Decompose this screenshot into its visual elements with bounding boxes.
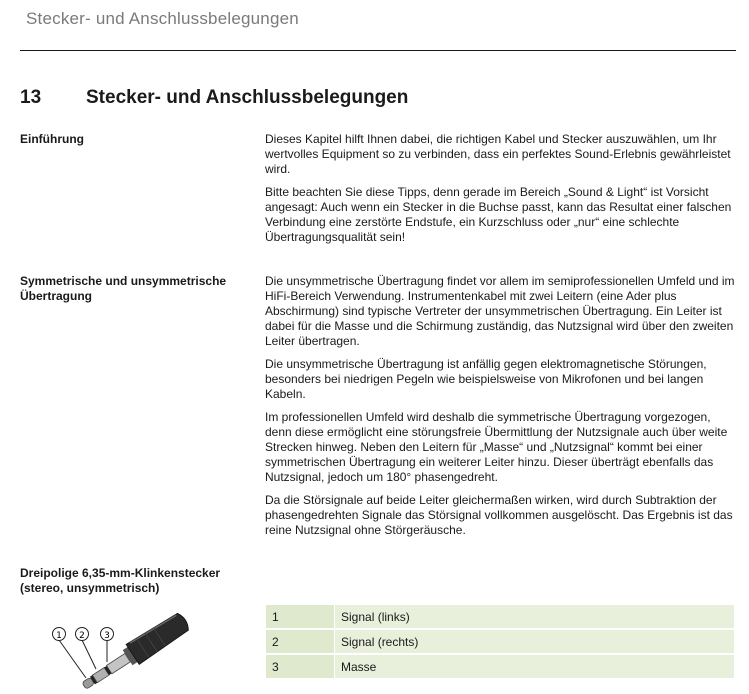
table-row (266, 654, 735, 679)
section-body-intro (265, 132, 737, 253)
plug-body (77, 610, 192, 694)
pin-assignment-table (265, 604, 735, 679)
section-label-intro: Einführung (20, 132, 84, 146)
table-row (266, 605, 735, 630)
paragraph: Da die Störsignale auf beide Leiter gleichermaßen wirken, wird durch Subtraktion der phasengedrehten Signale das Störsignal vollkommen ausgelöscht. Das Ergebnis ist das reine Nutzsignal ohne Störgeräusche. (265, 493, 733, 537)
pin-number: 2 (266, 629, 335, 654)
jack-plug-illustration (44, 600, 204, 694)
pin-number: 3 (266, 654, 335, 679)
paragraph: Dieses Kapitel hilft Ihnen dabei, die richtigen Kabel und Stecker auszuwählen, um Ihr wertvolles Equipment so zu verbinden, dass ein perfektes Sound-Erlebnis gewährleistet wird. (265, 132, 731, 176)
paragraph: Die unsymmetrische Übertragung ist anfällig gegen elektromagnetische Störungen, besonders bei niedrigen Pegeln wie beispielsweise von Mikrofonen und bei langen Kabeln. (265, 357, 707, 401)
callout-line (59, 640, 86, 678)
paragraph: Bitte beachten Sie diese Tipps, denn gerade im Bereich „Sound & Light“ ist Vorsicht angesagt: Auch wenn ein Stecker in die Buchse passt, kann das Resultat einer falschen Verbindung eine zerstörte Endstufe, ein Kurzschluss oder „nur“ eine schlechte Übertragungsqualität sein! (265, 185, 732, 244)
chapter-number: 13 (20, 87, 42, 108)
callout-number: 1 (56, 631, 62, 641)
callout-number: 3 (104, 631, 110, 641)
pin-signal: Signal (rechts) (335, 629, 735, 654)
header-divider (20, 50, 736, 51)
paragraph: Im professionellen Umfeld wird deshalb die symmetrische Übertragung vorgezogen, denn diese ermöglicht eine störungsfreie Übermittlung der Nutzsignale auch über weite Strecken hinweg. Neben den Leitern für „Masse“ und „Nutzsignal“ kommt bei einer symmetrischen Übertragung ein weiterer Leiter hinzu. Dieser überträgt ebenfalls das Nutzsignal, jedoch um 180° phasengedreht. (265, 410, 728, 484)
table-row (266, 629, 735, 654)
callout-line (82, 640, 96, 669)
pin-signal: Masse (335, 654, 735, 679)
pin-number: 1 (266, 605, 335, 630)
chapter-title: Stecker- und Anschlussbelegungen (86, 87, 409, 108)
callout-number: 2 (79, 631, 85, 641)
paragraph: Die unsymmetrische Übertragung findet vor allem im semiprofessionellen Umfeld und im HiFi-Bereich Verwendung. Instrumentenkabel mit zwei Leitern (eine Ader plus Abschirmung) sind typische Vertreter der unsymmetrischen Übertragung. Ein Leiter ist dabei für die Masse und die Schirmung zuständig, das Nutzsignal wird über den zweiten Leiter übertragen. (265, 274, 735, 348)
running-header-title: Stecker- und Anschlussbelegungen (26, 9, 299, 28)
pin-signal: Signal (links) (335, 605, 735, 630)
section-label-symmetric: Symmetrische und unsymmetrische Übertragung (20, 274, 227, 303)
section-label-jack: Dreipolige 6,35-mm-Klinkenstecker (stereo, unsymmetrisch) (20, 566, 221, 595)
section-body-symmetric (265, 274, 737, 546)
